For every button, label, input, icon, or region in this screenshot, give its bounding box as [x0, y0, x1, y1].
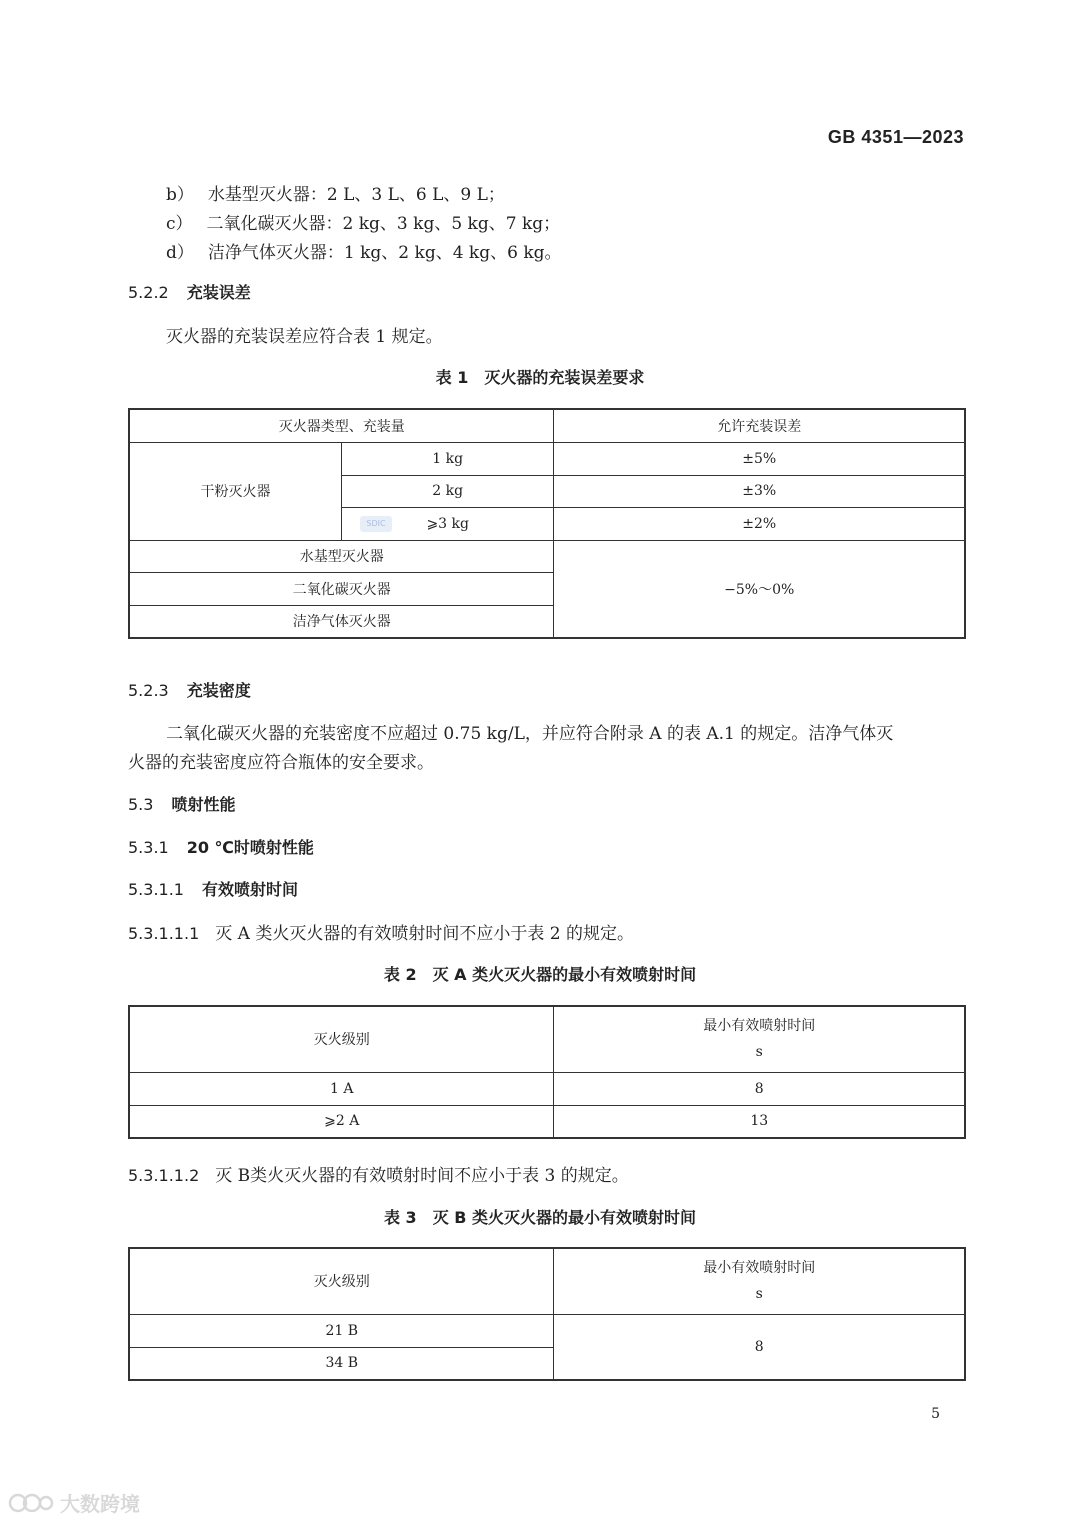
- table-header: 灭火级别: [129, 1006, 554, 1072]
- list-item: c） 二氧化碳灭火器：2 kg、3 kg、5 kg、7 kg；: [166, 214, 561, 234]
- list-item: b） 水基型灭火器：2 L、3 L、6 L、9 L；: [166, 185, 505, 205]
- table-cell: 洁净气体灭火器: [129, 605, 554, 638]
- paragraph-line: 火器的充装密度应符合瓶体的安全要求。: [128, 753, 434, 773]
- table-3-caption: 表 3 灭 B 类火灭火器的最小有效喷射时间: [383, 1208, 697, 1227]
- table-cell: 2 kg: [341, 475, 553, 507]
- table-header: 最小有效喷射时间 s: [554, 1006, 965, 1072]
- paragraph-line: 二氧化碳灭火器的充装密度不应超过 0.75 kg/L，并应符合附录 A 的表 A.1 的规定。洁净气体灭: [166, 724, 894, 744]
- table-header: 灭火器类型、充装量: [129, 409, 554, 442]
- table-cell: ±5%: [554, 442, 965, 475]
- table-cell: ±2%: [554, 507, 965, 540]
- section-heading-5-3-1: 5.3.1 20 ℃时喷射性能: [128, 838, 314, 857]
- table-2: [128, 1005, 966, 1139]
- clause-5-3-1-1-2: 5.3.1.1.2 灭 B类火灭火器的有效喷射时间不应小于表 3 的规定。: [128, 1166, 629, 1186]
- table-cell: 8: [554, 1072, 965, 1105]
- table-cell: 干粉灭火器: [129, 442, 341, 540]
- table-cell: 34 B: [129, 1347, 554, 1380]
- table-cell: 21 B: [129, 1314, 554, 1347]
- clause-5-3-1-1-1: 5.3.1.1.1 灭 A 类火灭火器的有效喷射时间不应小于表 2 的规定。: [128, 924, 634, 944]
- page-number: 5: [931, 1406, 940, 1422]
- table-cell: ⩾2 A: [129, 1105, 554, 1138]
- table-header: 允许充装误差: [554, 409, 965, 442]
- table-cell: 1 kg: [341, 442, 553, 475]
- section-heading-5-3: 5.3 喷射性能: [128, 795, 236, 814]
- section-heading-5-3-1-1: 5.3.1.1 有效喷射时间: [128, 880, 298, 899]
- watermark-badge: SDIC: [360, 516, 392, 532]
- brand-logo-text: 大数跨境: [60, 1492, 140, 1516]
- table-cell: 水基型灭火器: [129, 540, 554, 572]
- table-cell: 8: [554, 1314, 965, 1380]
- section-heading-5-2-2: 5.2.2 充装误差: [128, 283, 251, 302]
- table-1-caption: 表 1 灭火器的充装误差要求: [435, 368, 645, 387]
- table-header: 灭火级别: [129, 1248, 554, 1314]
- section-heading-5-2-3: 5.2.3 充装密度: [128, 681, 251, 700]
- brand-logo-icon: [8, 1490, 54, 1516]
- standard-code: GB 4351—2023: [827, 127, 964, 147]
- paragraph: 灭火器的充装误差应符合表 1 规定。: [166, 327, 443, 347]
- table-header: 最小有效喷射时间 s: [554, 1248, 965, 1314]
- table-2-caption: 表 2 灭 A 类火灭火器的最小有效喷射时间: [383, 965, 697, 984]
- table-cell: SDIC ⩾3 kg: [341, 507, 553, 540]
- table-cell: 1 A: [129, 1072, 554, 1105]
- table-1: [128, 408, 966, 639]
- list-item: d） 洁净气体灭火器：1 kg、2 kg、4 kg、6 kg。: [166, 243, 562, 263]
- table-cell: ±3%: [554, 475, 965, 507]
- brand-logo: [8, 1488, 140, 1517]
- table-3: [128, 1247, 966, 1381]
- table-cell: 13: [554, 1105, 965, 1138]
- table-cell: −5%～0%: [554, 540, 965, 638]
- table-cell: 二氧化碳灭火器: [129, 572, 554, 605]
